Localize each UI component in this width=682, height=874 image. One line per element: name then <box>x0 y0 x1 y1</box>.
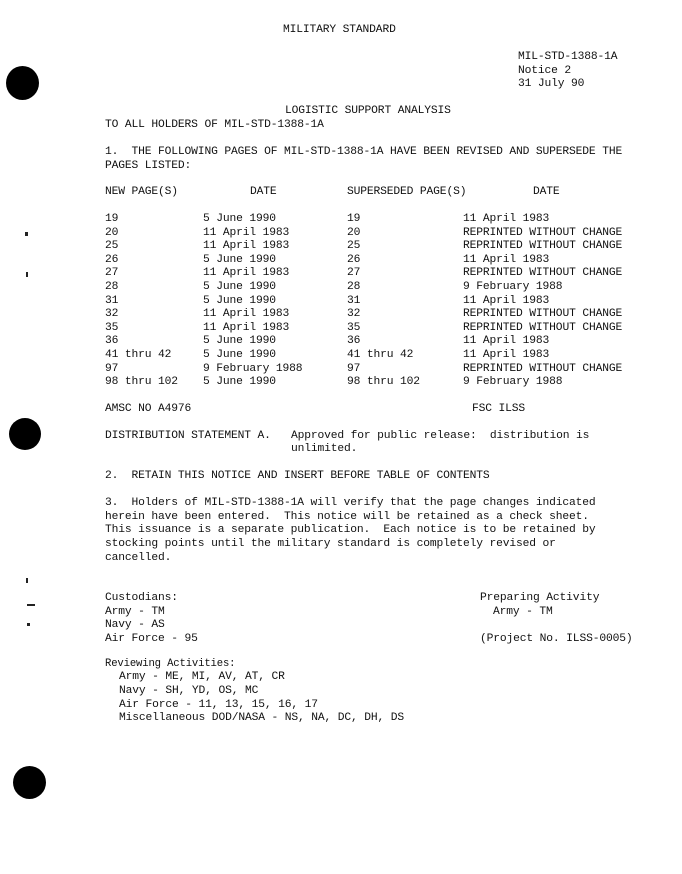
superseded-date: 9 February 1988 <box>463 281 563 293</box>
scan-speck <box>26 578 28 583</box>
section-2-text: 2. RETAIN THIS NOTICE AND INSERT BEFORE TABLE OF CONTENTS <box>105 470 490 482</box>
document-subject: LOGISTIC SUPPORT ANALYSIS <box>285 105 451 117</box>
new-date: 11 April 1983 <box>203 267 290 280</box>
section-1-line-1: 1. THE FOLLOWING PAGES OF MIL-STD-1388-1A HAVE BEEN REVISED AND SUPERSEDE THE <box>105 146 623 158</box>
project-number: (Project No. ILSS-0005) <box>480 633 633 645</box>
table-row <box>0 240 682 254</box>
distribution-label: DISTRIBUTION STATEMENT A. <box>105 430 271 442</box>
new-page: 25 <box>105 240 119 253</box>
superseded-page: 36 <box>347 335 361 348</box>
superseded-date: REPRINTED WITHOUT CHANGE <box>463 362 623 375</box>
section-1-line-2: PAGES LISTED: <box>105 160 192 172</box>
section-3-line-4: stocking points until the military standard is completely revised or <box>105 538 556 550</box>
superseded-date: REPRINTED WITHOUT CHANGE <box>463 321 623 334</box>
new-date: 5 June 1990 <box>203 253 276 266</box>
new-page: 35 <box>105 321 119 334</box>
superseded-page: 31 <box>347 294 361 307</box>
new-date: 5 June 1990 <box>203 335 276 348</box>
reviewing-activities-label: Reviewing Activities: <box>105 658 236 670</box>
superseded-date: REPRINTED WITHOUT CHANGE <box>463 267 623 280</box>
new-page: 26 <box>105 253 119 266</box>
new-page: 97 <box>105 362 119 375</box>
custodian-air-force: Air Force - 95 <box>105 633 198 645</box>
distribution-text-1: Approved for public release: distribution is <box>291 430 590 442</box>
table-row <box>0 267 682 281</box>
new-page: 28 <box>105 281 119 293</box>
superseded-page: 26 <box>347 253 361 266</box>
distribution-text-2: unlimited. <box>291 443 358 455</box>
superseded-page: 41 thru 42 <box>347 349 414 361</box>
new-date: 5 June 1990 <box>203 281 276 293</box>
new-page: 98 thru 102 <box>105 376 178 389</box>
superseded-page: 97 <box>347 362 361 375</box>
superseded-date: REPRINTED WITHOUT CHANGE <box>463 308 623 321</box>
superseded-date: 11 April 1983 <box>463 349 550 361</box>
superseded-page: 32 <box>347 308 361 321</box>
column-header-superseded-date: DATE <box>533 186 560 198</box>
superseded-date: 9 February 1988 <box>463 376 563 389</box>
new-page: 36 <box>105 335 119 348</box>
section-3-line-2: herein have been entered. This notice will be retained as a check sheet. <box>105 511 589 523</box>
table-row <box>0 322 682 336</box>
superseded-page: 19 <box>347 213 361 225</box>
superseded-date: REPRINTED WITHOUT CHANGE <box>463 240 623 253</box>
reviewing-army: Army - ME, MI, AV, AT, CR <box>119 671 285 683</box>
superseded-date: 11 April 1983 <box>463 294 550 307</box>
new-page: 19 <box>105 213 119 225</box>
table-row <box>0 281 682 295</box>
hole-punch-top <box>6 66 39 100</box>
superseded-page: 98 thru 102 <box>347 376 420 389</box>
hole-punch-bottom <box>13 766 46 799</box>
new-date: 5 June 1990 <box>203 213 276 225</box>
custodian-navy: Navy - AS <box>105 619 165 631</box>
notice-number: Notice 2 <box>518 65 572 77</box>
custodians-label: Custodians: <box>105 592 178 604</box>
new-date: 11 April 1983 <box>203 226 290 239</box>
table-row <box>0 308 682 322</box>
new-date: 9 February 1988 <box>203 362 303 375</box>
table-row <box>0 363 682 377</box>
new-date: 11 April 1983 <box>203 240 290 253</box>
document-id: MIL-STD-1388-1A <box>518 51 618 63</box>
new-page: 41 thru 42 <box>105 349 172 361</box>
superseded-page: 28 <box>347 281 361 293</box>
new-date: 5 June 1990 <box>203 376 276 389</box>
document-title: MILITARY STANDARD <box>283 24 396 36</box>
new-date: 5 June 1990 <box>203 349 276 361</box>
custodian-army: Army - TM <box>105 606 165 618</box>
table-row <box>0 254 682 268</box>
superseded-page: 25 <box>347 240 361 253</box>
hole-punch-middle <box>9 418 41 450</box>
superseded-date: REPRINTED WITHOUT CHANGE <box>463 226 623 239</box>
superseded-date: 11 April 1983 <box>463 253 550 266</box>
column-header-superseded-pages: SUPERSEDED PAGE(S) <box>347 186 467 198</box>
table-row <box>0 227 682 241</box>
new-date: 11 April 1983 <box>203 321 290 334</box>
section-3-line-1: 3. Holders of MIL-STD-1388-1A will verify that the page changes indicated <box>105 497 596 509</box>
new-date: 5 June 1990 <box>203 294 276 307</box>
superseded-date: 11 April 1983 <box>463 213 550 225</box>
notice-date: 31 July 90 <box>518 78 585 90</box>
amsc-number: AMSC NO A4976 <box>105 403 192 415</box>
section-3-line-3: This issuance is a separate publication. Each notice is to be retained by <box>105 524 596 536</box>
new-page: 31 <box>105 294 119 307</box>
column-header-new-pages: NEW PAGE(S) <box>105 186 178 198</box>
addressee: TO ALL HOLDERS OF MIL-STD-1388-1A <box>105 119 324 131</box>
new-page: 27 <box>105 267 119 280</box>
table-row <box>0 295 682 309</box>
new-date: 11 April 1983 <box>203 308 290 321</box>
reviewing-navy: Navy - SH, YD, OS, MC <box>119 685 259 697</box>
scan-speck <box>27 623 30 626</box>
new-page: 20 <box>105 226 119 239</box>
preparing-activity-label: Preparing Activity <box>480 592 600 604</box>
new-page: 32 <box>105 308 119 321</box>
scan-speck <box>27 604 35 606</box>
table-row <box>0 213 682 227</box>
reviewing-misc: Miscellaneous DOD/NASA - NS, NA, DC, DH, DS <box>119 712 405 724</box>
superseded-page: 20 <box>347 226 361 239</box>
superseded-date: 11 April 1983 <box>463 335 550 348</box>
preparing-activity-value: Army - TM <box>493 606 553 618</box>
table-header-row <box>0 186 682 200</box>
table-row <box>0 335 682 349</box>
table-row <box>0 376 682 390</box>
section-3-line-5: cancelled. <box>105 552 172 564</box>
superseded-page: 27 <box>347 267 361 280</box>
superseded-page: 35 <box>347 321 361 334</box>
table-row <box>0 349 682 363</box>
reviewing-air-force: Air Force - 11, 13, 15, 16, 17 <box>119 699 318 711</box>
column-header-new-date: DATE <box>250 186 277 198</box>
fsc-code: FSC ILSS <box>472 403 526 415</box>
